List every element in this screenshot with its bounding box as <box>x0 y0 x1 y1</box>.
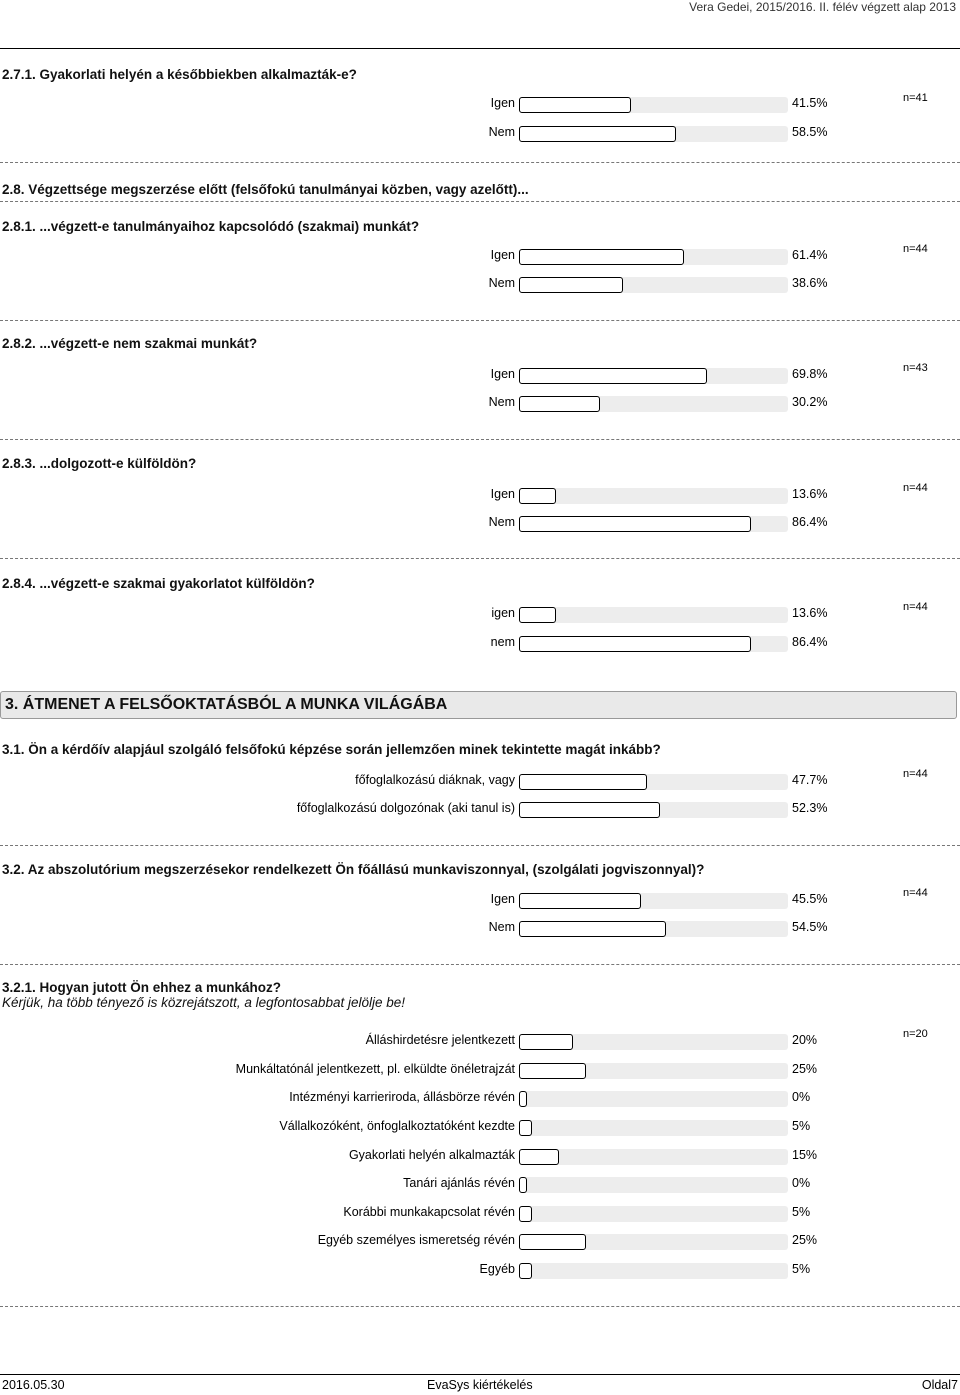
bar-track <box>519 1063 788 1079</box>
percentage-value: 38.6% <box>792 276 828 290</box>
percentage-value: 5% <box>792 1205 811 1219</box>
bar-fill <box>519 1091 527 1107</box>
percentage-value: 5% <box>792 1262 811 1276</box>
bar-track <box>519 488 788 504</box>
bar-row <box>0 123 960 143</box>
answer-label: főfoglalkozású diáknak, vagy <box>355 773 515 787</box>
bar-track <box>519 1034 788 1050</box>
separator <box>0 320 960 321</box>
bar-fill <box>519 1177 527 1193</box>
bar-row <box>0 365 960 385</box>
bar-track <box>519 97 788 113</box>
bar-fill <box>519 488 556 504</box>
bar-row <box>0 274 960 294</box>
bar-fill <box>519 802 660 818</box>
n-count: n=20 <box>903 1028 928 1040</box>
bar-fill <box>519 97 631 113</box>
bar-fill <box>519 1149 559 1165</box>
bar-track <box>519 1091 788 1107</box>
bar-track <box>519 607 788 623</box>
percentage-value: 41.5% <box>792 96 828 110</box>
separator <box>0 964 960 965</box>
bar-fill <box>519 1120 532 1136</box>
percentage-value: 61.4% <box>792 248 828 262</box>
answer-label: Nem <box>488 395 515 409</box>
percentage-value: 69.8% <box>792 367 828 381</box>
bar-row <box>0 799 960 819</box>
bar-fill <box>519 774 647 790</box>
bar-row <box>0 1088 960 1108</box>
percentage-value: 0% <box>792 1090 811 1104</box>
bar-track <box>519 921 788 937</box>
answer-label: nem <box>490 635 515 649</box>
answer-label: igen <box>491 606 515 620</box>
bar-fill <box>519 893 641 909</box>
question-title: 2.8.2. ...végzett-e nem szakmai munkát? <box>2 336 258 351</box>
answer-label: főfoglalkozású dolgozónak (aki tanul is) <box>296 801 515 815</box>
percentage-value: 13.6% <box>792 606 828 620</box>
bar-row <box>0 393 960 413</box>
separator <box>0 845 960 846</box>
header-text: Vera Gedei, 2015/2016. II. félév végzett alap 2013 <box>689 0 956 14</box>
bar-row <box>0 1260 960 1280</box>
bar-track <box>519 1263 788 1279</box>
answer-label: Igen <box>490 96 515 110</box>
bar-fill <box>519 1234 586 1250</box>
question-title: 3.2.1. Hogyan jutott Ön ehhez a munkához? <box>2 980 282 995</box>
separator <box>0 558 960 559</box>
bar-row <box>0 513 960 533</box>
bar-fill <box>519 516 751 532</box>
n-count: n=44 <box>903 887 928 899</box>
answer-label: Egyéb személyes ismeretség révén <box>317 1233 515 1247</box>
question-title: 2.8.1. ...végzett-e tanulmányaihoz kapcsolódó (szakmai) munkát? <box>2 219 420 234</box>
bar-track <box>519 1177 788 1193</box>
separator <box>0 439 960 440</box>
bar-track <box>519 1234 788 1250</box>
question-title: 2.8. Végzettsége megszerzése előtt (felsőfokú tanulmányai közben, vagy azelőtt)... <box>2 182 529 197</box>
answer-label: Nem <box>488 125 515 139</box>
answer-label: Álláshirdetésre jelentkezett <box>365 1033 515 1047</box>
percentage-value: 0% <box>792 1176 811 1190</box>
bar-fill <box>519 1063 586 1079</box>
bar-track <box>519 396 788 412</box>
percentage-value: 45.5% <box>792 892 828 906</box>
bar-row <box>0 1231 960 1251</box>
bar-row <box>0 1203 960 1223</box>
percentage-value: 13.6% <box>792 487 828 501</box>
n-count: n=43 <box>903 362 928 374</box>
separator <box>0 162 960 163</box>
bar-track <box>519 1149 788 1165</box>
n-count: n=41 <box>903 92 928 104</box>
bar-row <box>0 918 960 938</box>
answer-label: Igen <box>490 487 515 501</box>
answer-label: Korábbi munkakapcsolat révén <box>343 1205 515 1219</box>
bar-track <box>519 636 788 652</box>
bar-track <box>519 516 788 532</box>
bar-fill <box>519 1034 573 1050</box>
n-count: n=44 <box>903 601 928 613</box>
bar-row <box>0 485 960 505</box>
bar-fill <box>519 921 666 937</box>
section-title: 3. ÁTMENET A FELSŐOKTATÁSBÓL A MUNKA VILÁGÁBA <box>5 696 448 713</box>
bar-track <box>519 126 788 142</box>
bar-fill <box>519 1206 532 1222</box>
bar-track <box>519 249 788 265</box>
bar-track <box>519 802 788 818</box>
bar-fill <box>519 126 676 142</box>
n-count: n=44 <box>903 482 928 494</box>
bar-fill <box>519 607 556 623</box>
bar-fill <box>519 1263 532 1279</box>
question-title: 2.8.4. ...végzett-e szakmai gyakorlatot külföldön? <box>2 576 315 591</box>
bar-fill <box>519 277 623 293</box>
answer-label: Igen <box>490 367 515 381</box>
percentage-value: 30.2% <box>792 395 828 409</box>
percentage-value: 58.5% <box>792 125 828 139</box>
bar-track <box>519 1206 788 1222</box>
bar-fill <box>519 368 707 384</box>
bar-fill <box>519 249 684 265</box>
footer-date: 2016.05.30 <box>2 1378 65 1392</box>
percentage-value: 25% <box>792 1233 818 1247</box>
bar-fill <box>519 636 751 652</box>
answer-label: Intézményi karrieriroda, állásbörze révén <box>289 1090 515 1104</box>
answer-label: Vállalkozóként, önfoglalkoztatóként kezdte <box>279 1119 515 1133</box>
header-rule <box>0 48 960 49</box>
answer-label: Igen <box>490 892 515 906</box>
bar-fill <box>519 396 600 412</box>
bar-row <box>0 771 960 791</box>
bar-row <box>0 1117 960 1137</box>
percentage-value: 86.4% <box>792 515 828 529</box>
question-title: 2.7.1. Gyakorlati helyén a későbbiekben alkalmazták-e? <box>2 67 357 82</box>
n-count: n=44 <box>903 243 928 255</box>
bar-row <box>0 1060 960 1080</box>
percentage-value: 15% <box>792 1148 818 1162</box>
bar-row <box>0 633 960 653</box>
answer-label: Nem <box>488 920 515 934</box>
percentage-value: 86.4% <box>792 635 828 649</box>
n-count: n=44 <box>903 768 928 780</box>
percentage-value: 52.3% <box>792 801 828 815</box>
footer-center: EvaSys kiértékelés <box>427 1378 533 1392</box>
answer-label: Igen <box>490 248 515 262</box>
percentage-value: 25% <box>792 1062 818 1076</box>
percentage-value: 20% <box>792 1033 818 1047</box>
percentage-value: 5% <box>792 1119 811 1133</box>
percentage-value: 54.5% <box>792 920 828 934</box>
answer-label: Gyakorlati helyén alkalmazták <box>348 1148 515 1162</box>
bar-row <box>0 1031 960 1051</box>
bar-row <box>0 1174 960 1194</box>
section-header <box>0 691 957 719</box>
question-title: 3.1. Ön a kérdőív alapjául szolgáló felsőfokú képzése során jellemzően minek tekintette magát inkább? <box>2 742 661 757</box>
bar-track <box>519 1120 788 1136</box>
question-title: 2.8.3. ...dolgozott-e külföldön? <box>2 456 197 471</box>
separator <box>0 201 960 202</box>
answer-label: Egyéb <box>479 1262 515 1276</box>
bar-row <box>0 246 960 266</box>
question-title: 3.2. Az abszolutórium megszerzésekor rendelkezett Ön főállású munkaviszonnyal, (szolgálati jogviszonnyal)? <box>2 862 705 877</box>
answer-label: Nem <box>488 276 515 290</box>
bar-track <box>519 277 788 293</box>
bar-row <box>0 890 960 910</box>
separator <box>0 1306 960 1307</box>
footer-rule <box>0 1374 960 1375</box>
bar-track <box>519 774 788 790</box>
answer-label: Nem <box>488 515 515 529</box>
bar-track <box>519 368 788 384</box>
percentage-value: 47.7% <box>792 773 828 787</box>
question-subtitle: Kérjük, ha több tényező is közrejátszott, a legfontosabbat jelölje be! <box>2 995 405 1010</box>
footer-page: Oldal7 <box>921 1378 958 1392</box>
bar-row <box>0 94 960 114</box>
bar-row <box>0 1146 960 1166</box>
answer-label: Tanári ajánlás révén <box>403 1176 515 1190</box>
bar-track <box>519 893 788 909</box>
answer-label: Munkáltatónál jelentkezett, pl. elküldte önéletrajzát <box>235 1062 515 1076</box>
bar-row <box>0 604 960 624</box>
